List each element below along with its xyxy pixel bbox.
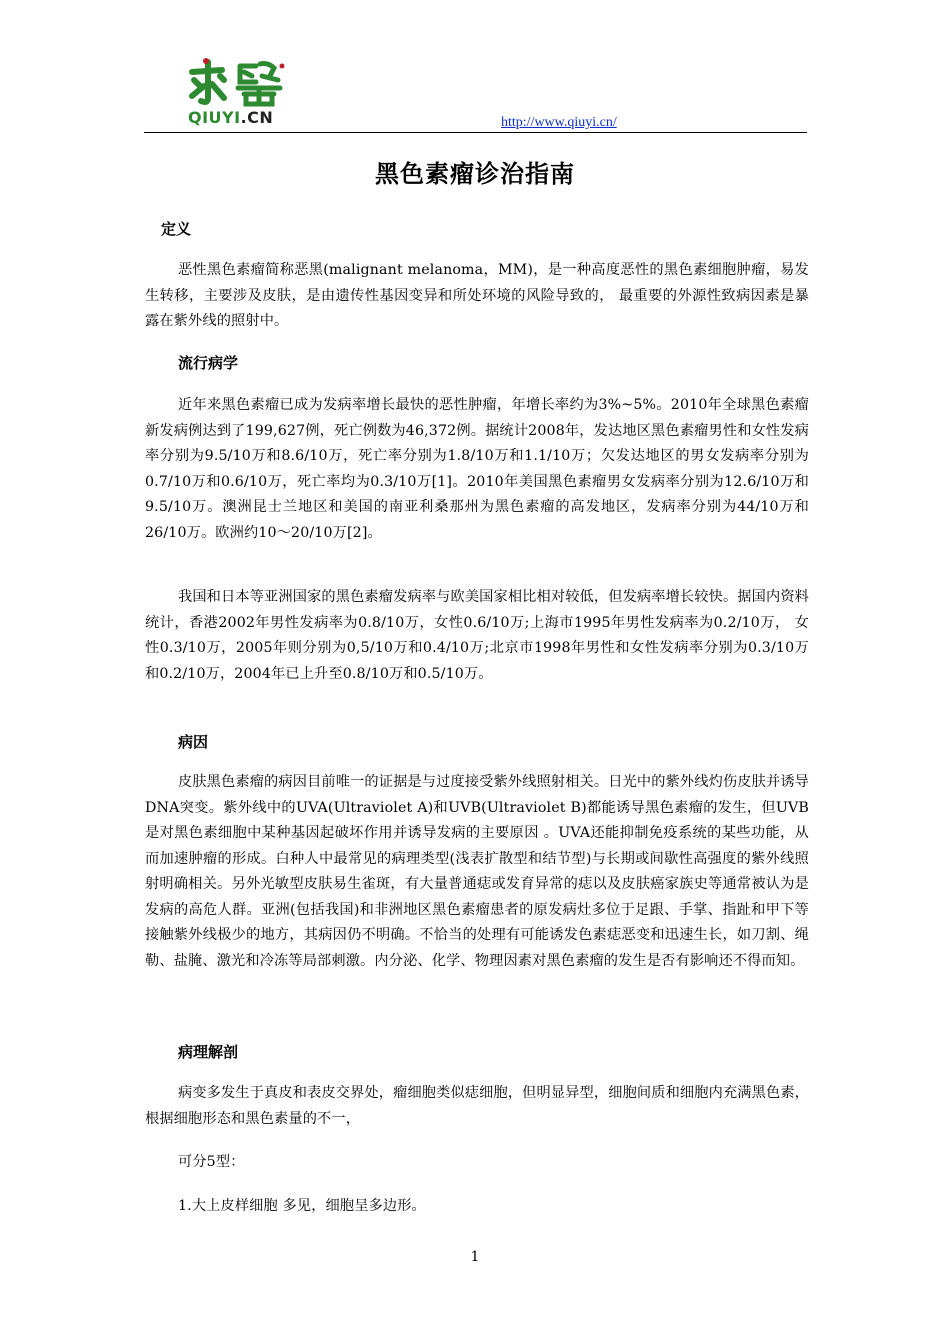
logo-tld: .CN	[240, 108, 274, 127]
qiuyi-logo	[186, 58, 286, 130]
logo-character-qiu	[192, 62, 224, 102]
header-url-link[interactable]: http://www.qiuyi.cn/	[501, 115, 617, 130]
heading-epidemiology: 流行病学	[178, 354, 239, 372]
logo-character-yi	[238, 64, 280, 105]
document-title: 黑色素瘤诊治指南	[375, 160, 575, 188]
paragraph-pathology-3: 1.大上皮样细胞 多见，细胞呈多边形。	[178, 1198, 426, 1214]
paragraph-epidemiology-1: 近年来黑色素瘤已成为发病率增长最快的恶性肿瘤，年增长率约为3%~5%。2010年全球黑色素瘤新发病例达到了199,627例，死亡例数为46,372例。据统计2008年，发达地区黑色素瘤男性和女性发病率分别为9.5/10万和8.6/10万，死亡率分别为1.8/10万和1.1/10万；欠发达地区的男女发病率分别为0.7/10万和0.6/10万，死亡率均为0.3/10万[1]。2010年美国黑色素瘤男女发病率分别为12.6/10万和9.5/10万。澳洲昆士兰地区和美国的南亚利桑那州为黑色素瘤的高发地区，发病率分别为44/10万和26/10万。欧洲约10～20/10万[2]。	[145, 397, 809, 541]
logo-wordmark	[188, 108, 273, 127]
qiuyi-logo-glyphs	[186, 58, 286, 108]
logo-red-dot	[203, 58, 209, 64]
logo-brand: QIUYI	[188, 108, 241, 127]
heading-pathology: 病理解剖	[178, 1043, 239, 1061]
paragraph-definition: 恶性黑色素瘤简称恶黑(malignant melanoma，MM)，是一种高度恶性的黑色素细胞肿瘤，易发生转移，主要涉及皮肤，是由遗传性基因变异和所处环境的风险导致的， 最重要的外源性致病因素是暴露在紫外线的照射中。	[145, 262, 809, 329]
heading-etiology: 病因	[178, 733, 209, 751]
logo-red-dot-2	[280, 64, 285, 69]
page-number: 1	[470, 1249, 480, 1265]
paragraph-etiology: 皮肤黑色素瘤的病因目前唯一的证据是与过度接受紫外线照射相关。日光中的紫外线灼伤皮肤并诱导DNA突变。紫外线中的UVA(Ultraviolet A)和UVB(Ultraviolet B)都能诱导黑色素瘤的发生，但UVB是对黑色素细胞中某种基因起破坏作用并诱导发病的主要原因 。UVA还能抑制免疫系统的某些功能，从而加速肿瘤的形成。白种人中最常见的病理类型(浅表扩散型和结节型)与长期或间歇性高强度的紫外线照射明确相关。另外光敏型皮肤易生雀斑，有大量普通痣或发育异常的痣以及皮肤癌家族史等通常被认为是发病的高危人群。亚洲(包括我国)和非洲地区黑色素瘤患者的原发病灶多位于足跟、手掌、指趾和甲下等接触紫外线极少的地方，其病因仍不明确。不恰当的处理有可能诱发色素痣恶变和迅速生长，如刀割、绳勒、盐腌、激光和冷冻等局部刺激。内分泌、化学、物理因素对黑色素瘤的发生是否有影响还不得而知。	[145, 774, 809, 969]
paragraph-epidemiology-2: 我国和日本等亚洲国家的黑色素瘤发病率与欧美国家相比相对较低，但发病率增长较快。据国内资料统计，香港2002年男性发病率为0.8/10万，女性0.6/10万;上海市1995年男性发病率为0.2/10万， 女性0.3/10万，2005年则分别为0,5/10万和0.4/10万;北京市1998年男性和女性发病率分别为0.3/10万和0.2/10万，2004年已上升至0.8/10万和0.5/10万。	[145, 589, 809, 682]
header-divider	[144, 132, 807, 133]
paragraph-pathology-2: 可分5型：	[178, 1154, 245, 1170]
paragraph-pathology-1: 病变多发生于真皮和表皮交界处，瘤细胞类似痣细胞，但明显异型，细胞间质和细胞内充满黑色素，根据细胞形态和黑色素量的不一，	[145, 1085, 809, 1127]
heading-definition: 定义	[161, 220, 192, 238]
